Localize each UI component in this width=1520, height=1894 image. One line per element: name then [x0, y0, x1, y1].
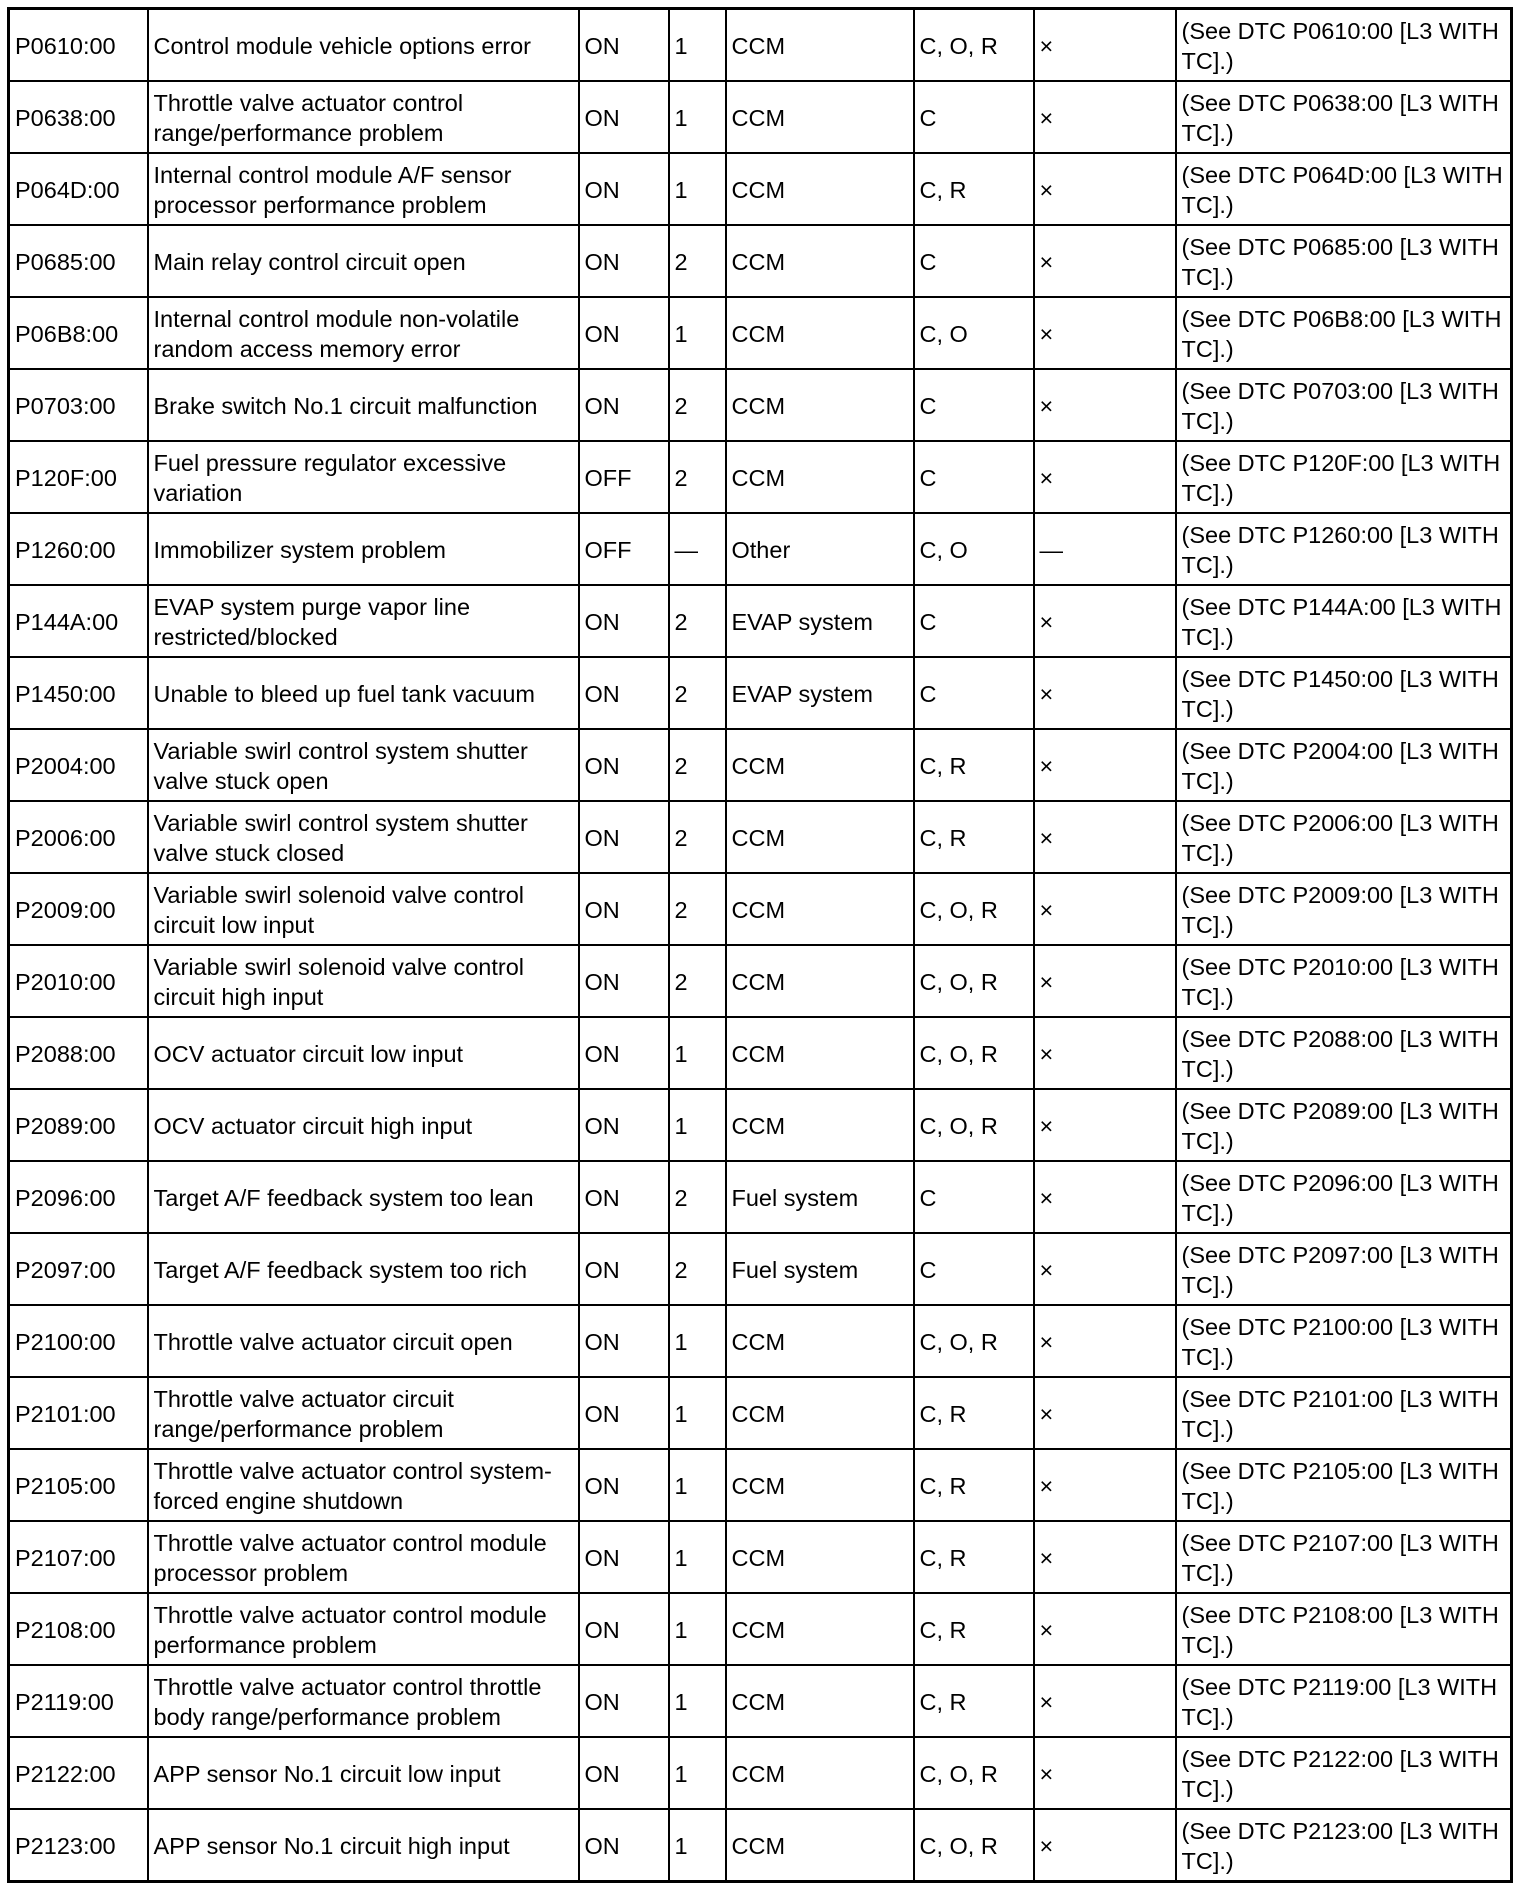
self-test-mark-cell: × — [1034, 153, 1176, 225]
monitor-item-cell: CCM — [726, 153, 914, 225]
memory-function-cell: C, R — [914, 1449, 1034, 1521]
self-test-mark-cell: × — [1034, 9, 1176, 82]
dtc-code-cell: P2101:00 — [9, 1377, 148, 1449]
self-test-mark-cell: × — [1034, 801, 1176, 873]
dtc-reference-cell: (See DTC P2101:00 [L3 WITH TC].) — [1176, 1377, 1512, 1449]
table-row — [9, 873, 1512, 945]
dtc-reference-cell: (See DTC P1260:00 [L3 WITH TC].) — [1176, 513, 1512, 585]
dtc-reference-cell: (See DTC P2107:00 [L3 WITH TC].) — [1176, 1521, 1512, 1593]
monitor-item-cell: CCM — [726, 1809, 914, 1882]
dtc-description-cell: Variable swirl control system shutter valve stuck closed — [148, 801, 579, 873]
dtc-code-cell: P064D:00 — [9, 153, 148, 225]
dtc-description-cell: Main relay control circuit open — [148, 225, 579, 297]
memory-function-cell: C, R — [914, 1593, 1034, 1665]
dtc-code-cell: P0610:00 — [9, 9, 148, 82]
dtc-description-cell: Internal control module non-volatile random access memory error — [148, 297, 579, 369]
table-row — [9, 1305, 1512, 1377]
mil-status-cell: ON — [579, 297, 669, 369]
drive-cycle-cell: — — [669, 513, 726, 585]
memory-function-cell: C — [914, 657, 1034, 729]
memory-function-cell: C, R — [914, 729, 1034, 801]
memory-function-cell: C, R — [914, 153, 1034, 225]
self-test-mark-cell: × — [1034, 657, 1176, 729]
self-test-mark-cell: — — [1034, 513, 1176, 585]
dtc-code-cell: P2122:00 — [9, 1737, 148, 1809]
dtc-reference-cell: (See DTC P2089:00 [L3 WITH TC].) — [1176, 1089, 1512, 1161]
monitor-item-cell: CCM — [726, 873, 914, 945]
dtc-code-cell: P1450:00 — [9, 657, 148, 729]
dtc-reference-cell: (See DTC P2100:00 [L3 WITH TC].) — [1176, 1305, 1512, 1377]
monitor-item-cell: Fuel system — [726, 1161, 914, 1233]
drive-cycle-cell: 2 — [669, 873, 726, 945]
mil-status-cell: ON — [579, 1449, 669, 1521]
self-test-mark-cell: × — [1034, 81, 1176, 153]
drive-cycle-cell: 1 — [669, 81, 726, 153]
dtc-code-cell: P2096:00 — [9, 1161, 148, 1233]
dtc-description-cell: OCV actuator circuit low input — [148, 1017, 579, 1089]
table-row — [9, 1809, 1512, 1882]
dtc-reference-cell: (See DTC P2097:00 [L3 WITH TC].) — [1176, 1233, 1512, 1305]
memory-function-cell: C, O, R — [914, 1809, 1034, 1882]
dtc-code-cell: P120F:00 — [9, 441, 148, 513]
dtc-code-cell: P0685:00 — [9, 225, 148, 297]
dtc-description-cell: Throttle valve actuator circuit open — [148, 1305, 579, 1377]
self-test-mark-cell: × — [1034, 1593, 1176, 1665]
table-row — [9, 9, 1512, 82]
monitor-item-cell: EVAP system — [726, 585, 914, 657]
mil-status-cell: ON — [579, 1017, 669, 1089]
mil-status-cell: ON — [579, 1809, 669, 1882]
drive-cycle-cell: 1 — [669, 1377, 726, 1449]
table-row — [9, 225, 1512, 297]
dtc-code-cell: P2107:00 — [9, 1521, 148, 1593]
dtc-code-cell: P2009:00 — [9, 873, 148, 945]
dtc-code-cell: P2100:00 — [9, 1305, 148, 1377]
monitor-item-cell: CCM — [726, 81, 914, 153]
dtc-code-cell: P0638:00 — [9, 81, 148, 153]
dtc-reference-cell: (See DTC P0610:00 [L3 WITH TC].) — [1176, 9, 1512, 82]
dtc-reference-cell: (See DTC P2088:00 [L3 WITH TC].) — [1176, 1017, 1512, 1089]
dtc-reference-cell: (See DTC P120F:00 [L3 WITH TC].) — [1176, 441, 1512, 513]
drive-cycle-cell: 2 — [669, 441, 726, 513]
self-test-mark-cell: × — [1034, 585, 1176, 657]
dtc-reference-cell: (See DTC P2105:00 [L3 WITH TC].) — [1176, 1449, 1512, 1521]
drive-cycle-cell: 2 — [669, 585, 726, 657]
drive-cycle-cell: 1 — [669, 1521, 726, 1593]
mil-status-cell: ON — [579, 1089, 669, 1161]
table-row — [9, 585, 1512, 657]
dtc-reference-cell: (See DTC P2096:00 [L3 WITH TC].) — [1176, 1161, 1512, 1233]
monitor-item-cell: CCM — [726, 369, 914, 441]
monitor-item-cell: CCM — [726, 297, 914, 369]
dtc-reference-cell: (See DTC P2108:00 [L3 WITH TC].) — [1176, 1593, 1512, 1665]
monitor-item-cell: CCM — [726, 1449, 914, 1521]
self-test-mark-cell: × — [1034, 297, 1176, 369]
drive-cycle-cell: 1 — [669, 1089, 726, 1161]
dtc-description-cell: Fuel pressure regulator excessive variation — [148, 441, 579, 513]
dtc-reference-cell: (See DTC P06B8:00 [L3 WITH TC].) — [1176, 297, 1512, 369]
monitor-item-cell: CCM — [726, 1521, 914, 1593]
self-test-mark-cell: × — [1034, 225, 1176, 297]
self-test-mark-cell: × — [1034, 873, 1176, 945]
drive-cycle-cell: 1 — [669, 153, 726, 225]
monitor-item-cell: Fuel system — [726, 1233, 914, 1305]
monitor-item-cell: CCM — [726, 1305, 914, 1377]
dtc-code-cell: P06B8:00 — [9, 297, 148, 369]
mil-status-cell: ON — [579, 585, 669, 657]
dtc-description-cell: Variable swirl control system shutter valve stuck open — [148, 729, 579, 801]
dtc-code-cell: P2089:00 — [9, 1089, 148, 1161]
table-row — [9, 1089, 1512, 1161]
table-row — [9, 945, 1512, 1017]
drive-cycle-cell: 1 — [669, 1305, 726, 1377]
monitor-item-cell: CCM — [726, 729, 914, 801]
drive-cycle-cell: 1 — [669, 1737, 726, 1809]
drive-cycle-cell: 2 — [669, 225, 726, 297]
mil-status-cell: OFF — [579, 513, 669, 585]
dtc-reference-cell: (See DTC P2004:00 [L3 WITH TC].) — [1176, 729, 1512, 801]
monitor-item-cell: CCM — [726, 1593, 914, 1665]
dtc-reference-cell: (See DTC P2122:00 [L3 WITH TC].) — [1176, 1737, 1512, 1809]
table-row — [9, 297, 1512, 369]
self-test-mark-cell: × — [1034, 1809, 1176, 1882]
table-row — [9, 1233, 1512, 1305]
memory-function-cell: C — [914, 1161, 1034, 1233]
drive-cycle-cell: 2 — [669, 657, 726, 729]
drive-cycle-cell: 2 — [669, 801, 726, 873]
memory-function-cell: C — [914, 441, 1034, 513]
self-test-mark-cell: × — [1034, 1017, 1176, 1089]
dtc-code-cell: P2123:00 — [9, 1809, 148, 1882]
monitor-item-cell: CCM — [726, 1377, 914, 1449]
memory-function-cell: C, R — [914, 1665, 1034, 1737]
monitor-item-cell: CCM — [726, 945, 914, 1017]
dtc-description-cell: Target A/F feedback system too lean — [148, 1161, 579, 1233]
table-row — [9, 1593, 1512, 1665]
memory-function-cell: C, O, R — [914, 1017, 1034, 1089]
monitor-item-cell: CCM — [726, 1017, 914, 1089]
dtc-description-cell: Variable swirl solenoid valve control circuit low input — [148, 873, 579, 945]
memory-function-cell: C — [914, 369, 1034, 441]
mil-status-cell: ON — [579, 1593, 669, 1665]
drive-cycle-cell: 1 — [669, 297, 726, 369]
self-test-mark-cell: × — [1034, 729, 1176, 801]
mil-status-cell: ON — [579, 1305, 669, 1377]
dtc-code-cell: P2088:00 — [9, 1017, 148, 1089]
dtc-reference-cell: (See DTC P0638:00 [L3 WITH TC].) — [1176, 81, 1512, 153]
drive-cycle-cell: 1 — [669, 1665, 726, 1737]
mil-status-cell: ON — [579, 1233, 669, 1305]
dtc-code-cell: P2108:00 — [9, 1593, 148, 1665]
table-row — [9, 81, 1512, 153]
dtc-reference-cell: (See DTC P064D:00 [L3 WITH TC].) — [1176, 153, 1512, 225]
mil-status-cell: ON — [579, 945, 669, 1017]
self-test-mark-cell: × — [1034, 369, 1176, 441]
dtc-code-cell: P2119:00 — [9, 1665, 148, 1737]
dtc-reference-cell: (See DTC P2123:00 [L3 WITH TC].) — [1176, 1809, 1512, 1882]
self-test-mark-cell: × — [1034, 1161, 1176, 1233]
dtc-reference-cell: (See DTC P0685:00 [L3 WITH TC].) — [1176, 225, 1512, 297]
monitor-item-cell: CCM — [726, 9, 914, 82]
monitor-item-cell: CCM — [726, 1665, 914, 1737]
drive-cycle-cell: 2 — [669, 945, 726, 1017]
dtc-code-cell: P0703:00 — [9, 369, 148, 441]
mil-status-cell: ON — [579, 1521, 669, 1593]
dtc-description-cell: Variable swirl solenoid valve control circuit high input — [148, 945, 579, 1017]
mil-status-cell: ON — [579, 1161, 669, 1233]
table-row — [9, 1377, 1512, 1449]
monitor-item-cell: CCM — [726, 1089, 914, 1161]
drive-cycle-cell: 1 — [669, 1449, 726, 1521]
dtc-table — [7, 7, 1513, 1883]
memory-function-cell: C, R — [914, 1377, 1034, 1449]
dtc-code-cell: P2105:00 — [9, 1449, 148, 1521]
dtc-description-cell: Throttle valve actuator circuit range/performance problem — [148, 1377, 579, 1449]
table-row — [9, 729, 1512, 801]
dtc-description-cell: Throttle valve actuator control module processor problem — [148, 1521, 579, 1593]
table-row — [9, 369, 1512, 441]
self-test-mark-cell: × — [1034, 1233, 1176, 1305]
dtc-reference-cell: (See DTC P2009:00 [L3 WITH TC].) — [1176, 873, 1512, 945]
dtc-code-cell: P2006:00 — [9, 801, 148, 873]
drive-cycle-cell: 1 — [669, 1593, 726, 1665]
mil-status-cell: ON — [579, 81, 669, 153]
self-test-mark-cell: × — [1034, 1089, 1176, 1161]
mil-status-cell: ON — [579, 9, 669, 82]
memory-function-cell: C, O — [914, 513, 1034, 585]
table-row — [9, 1161, 1512, 1233]
dtc-description-cell: Throttle valve actuator control system-forced engine shutdown — [148, 1449, 579, 1521]
memory-function-cell: C, O — [914, 297, 1034, 369]
dtc-description-cell: Brake switch No.1 circuit malfunction — [148, 369, 579, 441]
self-test-mark-cell: × — [1034, 1449, 1176, 1521]
memory-function-cell: C, O, R — [914, 1089, 1034, 1161]
dtc-description-cell: Internal control module A/F sensor processor performance problem — [148, 153, 579, 225]
drive-cycle-cell: 2 — [669, 1161, 726, 1233]
mil-status-cell: ON — [579, 873, 669, 945]
memory-function-cell: C — [914, 1233, 1034, 1305]
mil-status-cell: ON — [579, 153, 669, 225]
memory-function-cell: C — [914, 81, 1034, 153]
table-row — [9, 1449, 1512, 1521]
dtc-reference-cell: (See DTC P2006:00 [L3 WITH TC].) — [1176, 801, 1512, 873]
monitor-item-cell: CCM — [726, 1737, 914, 1809]
dtc-description-cell: Target A/F feedback system too rich — [148, 1233, 579, 1305]
dtc-code-cell: P2004:00 — [9, 729, 148, 801]
memory-function-cell: C, O, R — [914, 9, 1034, 82]
self-test-mark-cell: × — [1034, 1305, 1176, 1377]
dtc-description-cell: Control module vehicle options error — [148, 9, 579, 82]
dtc-reference-cell: (See DTC P1450:00 [L3 WITH TC].) — [1176, 657, 1512, 729]
monitor-item-cell: CCM — [726, 225, 914, 297]
table-row — [9, 1521, 1512, 1593]
drive-cycle-cell: 1 — [669, 9, 726, 82]
self-test-mark-cell: × — [1034, 1521, 1176, 1593]
self-test-mark-cell: × — [1034, 945, 1176, 1017]
table-row — [9, 801, 1512, 873]
drive-cycle-cell: 1 — [669, 1809, 726, 1882]
table-row — [9, 441, 1512, 513]
mil-status-cell: ON — [579, 225, 669, 297]
mil-status-cell: ON — [579, 801, 669, 873]
memory-function-cell: C — [914, 225, 1034, 297]
memory-function-cell: C, R — [914, 801, 1034, 873]
self-test-mark-cell: × — [1034, 1737, 1176, 1809]
monitor-item-cell: Other — [726, 513, 914, 585]
memory-function-cell: C, O, R — [914, 1305, 1034, 1377]
memory-function-cell: C — [914, 585, 1034, 657]
memory-function-cell: C, O, R — [914, 873, 1034, 945]
dtc-reference-cell: (See DTC P2119:00 [L3 WITH TC].) — [1176, 1665, 1512, 1737]
dtc-code-cell: P1260:00 — [9, 513, 148, 585]
dtc-description-cell: EVAP system purge vapor line restricted/blocked — [148, 585, 579, 657]
table-row — [9, 513, 1512, 585]
mil-status-cell: ON — [579, 729, 669, 801]
drive-cycle-cell: 1 — [669, 1017, 726, 1089]
self-test-mark-cell: × — [1034, 441, 1176, 513]
dtc-description-cell: APP sensor No.1 circuit high input — [148, 1809, 579, 1882]
table-row — [9, 1665, 1512, 1737]
dtc-description-cell: APP sensor No.1 circuit low input — [148, 1737, 579, 1809]
dtc-description-cell: Throttle valve actuator control throttle body range/performance problem — [148, 1665, 579, 1737]
dtc-description-cell: Immobilizer system problem — [148, 513, 579, 585]
table-row — [9, 657, 1512, 729]
mil-status-cell: OFF — [579, 441, 669, 513]
dtc-description-cell: OCV actuator circuit high input — [148, 1089, 579, 1161]
table-row — [9, 153, 1512, 225]
dtc-reference-cell: (See DTC P144A:00 [L3 WITH TC].) — [1176, 585, 1512, 657]
monitor-item-cell: EVAP system — [726, 657, 914, 729]
memory-function-cell: C, O, R — [914, 945, 1034, 1017]
dtc-description-cell: Throttle valve actuator control range/performance problem — [148, 81, 579, 153]
drive-cycle-cell: 2 — [669, 729, 726, 801]
table-row — [9, 1737, 1512, 1809]
dtc-reference-cell: (See DTC P0703:00 [L3 WITH TC].) — [1176, 369, 1512, 441]
drive-cycle-cell: 2 — [669, 369, 726, 441]
dtc-description-cell: Unable to bleed up fuel tank vacuum — [148, 657, 579, 729]
table-row — [9, 1017, 1512, 1089]
drive-cycle-cell: 2 — [669, 1233, 726, 1305]
memory-function-cell: C, R — [914, 1521, 1034, 1593]
dtc-description-cell: Throttle valve actuator control module performance problem — [148, 1593, 579, 1665]
monitor-item-cell: CCM — [726, 801, 914, 873]
mil-status-cell: ON — [579, 1737, 669, 1809]
monitor-item-cell: CCM — [726, 441, 914, 513]
memory-function-cell: C, O, R — [914, 1737, 1034, 1809]
mil-status-cell: ON — [579, 657, 669, 729]
self-test-mark-cell: × — [1034, 1665, 1176, 1737]
dtc-code-cell: P144A:00 — [9, 585, 148, 657]
mil-status-cell: ON — [579, 369, 669, 441]
mil-status-cell: ON — [579, 1377, 669, 1449]
dtc-reference-cell: (See DTC P2010:00 [L3 WITH TC].) — [1176, 945, 1512, 1017]
self-test-mark-cell: × — [1034, 1377, 1176, 1449]
dtc-code-cell: P2097:00 — [9, 1233, 148, 1305]
mil-status-cell: ON — [579, 1665, 669, 1737]
dtc-table-body — [9, 9, 1512, 1882]
dtc-code-cell: P2010:00 — [9, 945, 148, 1017]
